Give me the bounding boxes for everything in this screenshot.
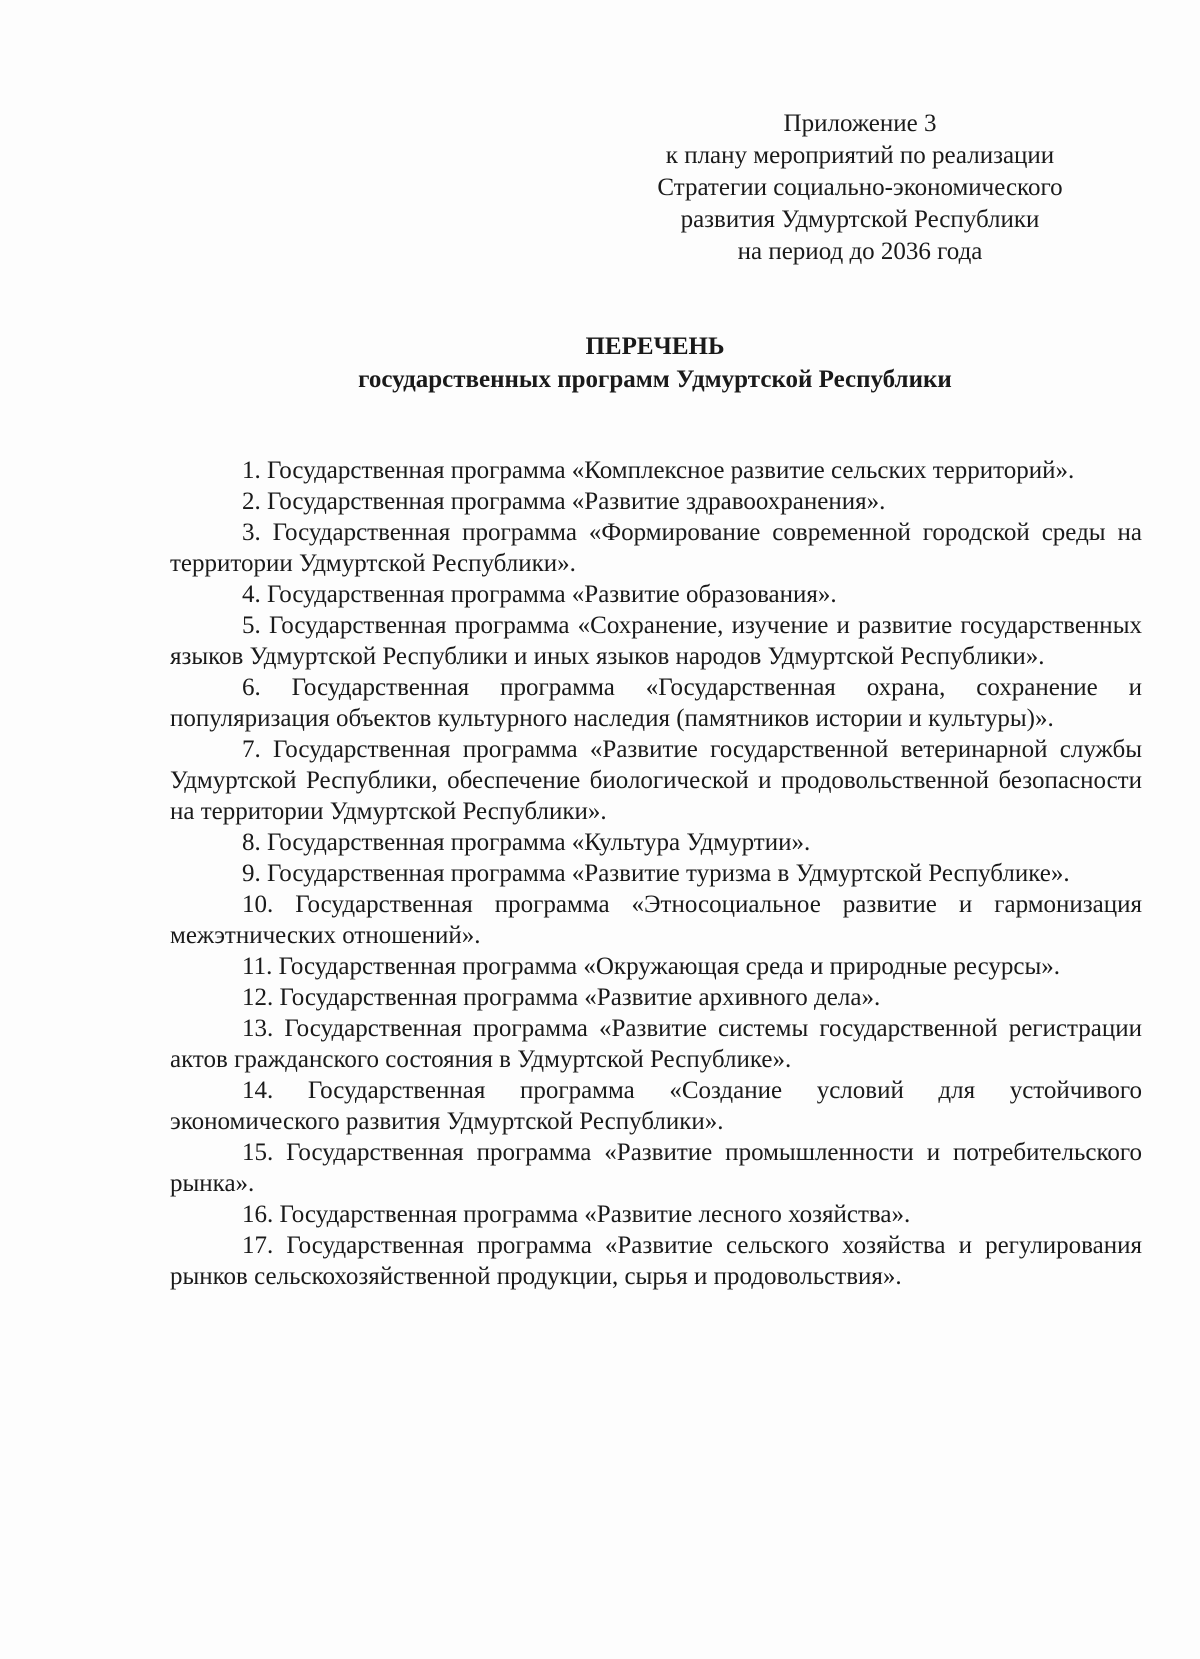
program-item-13: 13. Государственная программа «Развитие системы государственной регистрации актов гражданского состояния в Удмуртской Республике». [170, 1015, 1142, 1073]
program-item-6: 6. Государственная программа «Государственная охрана, сохранение и популяризация объектов культурного наследия (памятников истории и культуры)». [170, 674, 1142, 732]
heading-title: ПЕРЕЧЕНЬ [585, 333, 725, 360]
program-item-10: 10. Государственная программа «Этносоциальное развитие и гармонизация межэтнических отношений». [170, 891, 1142, 949]
program-item-4: 4. Государственная программа «Развитие образования». [242, 581, 837, 608]
program-item-8: 8. Государственная программа «Культура Удмуртии». [242, 829, 811, 856]
annex-block [620, 108, 1100, 268]
program-item-9: 9. Государственная программа «Развитие туризма в Удмуртской Республике». [242, 860, 1070, 887]
program-item-2: 2. Государственная программа «Развитие здравоохранения». [242, 488, 886, 515]
program-item-1: 1. Государственная программа «Комплексное развитие сельских территорий». [242, 457, 1075, 484]
program-list [170, 455, 1142, 1292]
program-item-12: 12. Государственная программа «Развитие архивного дела». [242, 984, 881, 1011]
program-item-16: 16. Государственная программа «Развитие лесного хозяйства». [242, 1201, 911, 1228]
program-item-11: 11. Государственная программа «Окружающая среда и природные ресурсы». [242, 953, 1061, 980]
program-item-17: 17. Государственная программа «Развитие сельского хозяйства и регулирования рынков сельскохозяйственной продукции, сырья и продовольствия». [170, 1232, 1142, 1290]
annex-line-2: к плану мероприятий по реализации [665, 142, 1055, 169]
program-item-3: 3. Государственная программа «Формирование современной городской среды на территории Удмуртской Республики». [170, 519, 1142, 577]
program-item-7: 7. Государственная программа «Развитие государственной ветеринарной службы Удмуртской Республики, обеспечение биологической и продовольственной безопасности на территории Удмуртской Республики». [170, 736, 1142, 825]
annex-line-5: на период до 2036 года [737, 238, 983, 265]
annex-line-4: развития Удмуртской Республики [680, 206, 1040, 233]
annex-line-3: Стратегии социально-экономического [657, 174, 1063, 201]
annex-line-1: Приложение 3 [783, 110, 937, 137]
program-item-15: 15. Государственная программа «Развитие промышленности и потребительского рынка». [170, 1139, 1142, 1197]
program-item-14: 14. Государственная программа «Создание условий для устойчивого экономического развития Удмуртской Республики». [170, 1077, 1142, 1135]
document-heading [170, 330, 1140, 396]
heading-subtitle: государственных программ Удмуртской Республики [358, 366, 952, 393]
program-item-5: 5. Государственная программа «Сохранение, изучение и развитие государственных языков Удмуртской Республики и иных языков народов Удмуртской Республики». [170, 612, 1142, 670]
